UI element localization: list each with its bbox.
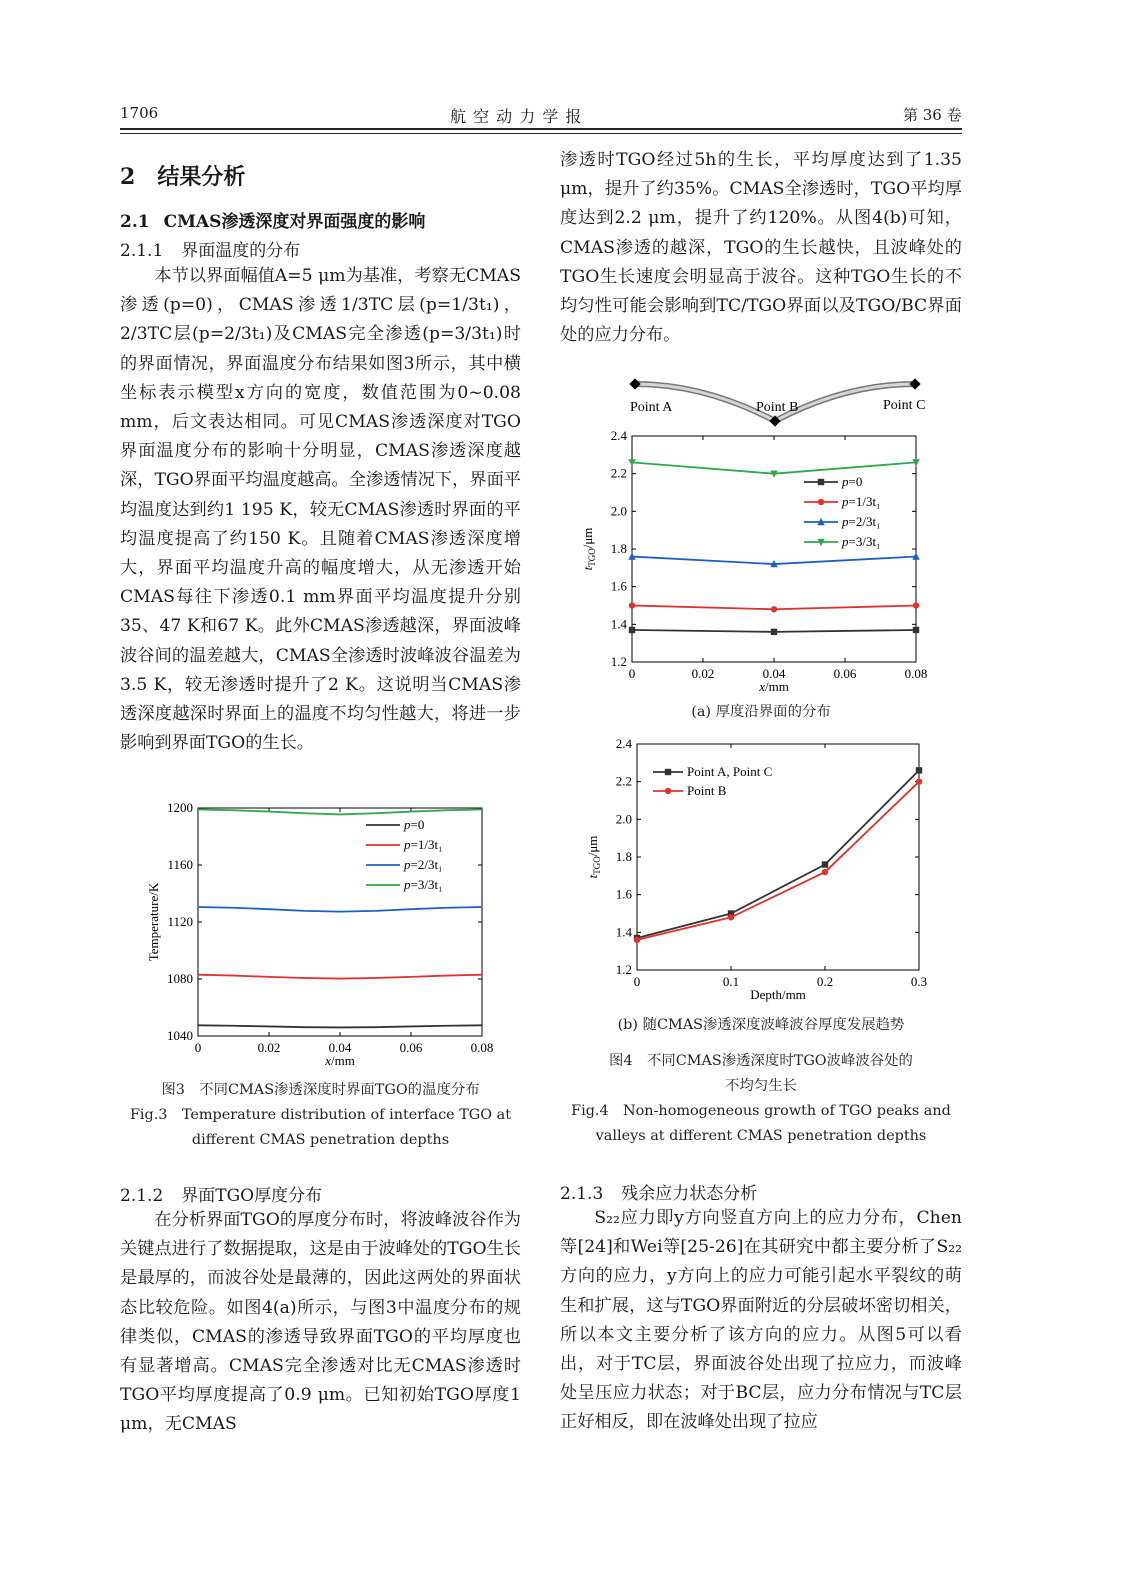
legend-label: p=3/3t₁ [842, 534, 881, 549]
data-point [916, 767, 922, 773]
data-point [771, 629, 777, 635]
fig3-caption [120, 1078, 521, 1153]
fig4a-subcaption: (a) 厚度沿界面的分布 [691, 704, 831, 720]
data-point [822, 861, 828, 867]
x-tick-label: 0 [628, 666, 636, 681]
subsection-heading [120, 207, 425, 232]
left-paragraph-1: 本节以界面幅值A=5 μm为基准，考察无CMAS渗透(p=0)，CMAS渗透1/3TC层(p=1/3t₁)，2/3TC层(p=2/3t₁)及CMAS完全渗透(p=3/3t₁)时的界面情况，界面温度分布结果如图3所示，其中横坐标表示模型x方向的宽度，数值范围为0~0.08 mm，后文表达相同。可见CMAS渗透深度对TGO界面温度分布的影响十分明显，CMAS渗透深度越深，TGO界面平均温度越高。全渗透情况下，界面平均温度达到约1 195 K，较无CMAS渗透时界面的平均温度提高了约150 K。且随着CMAS渗透深度增大，界面平均温度升高的幅度增大，从无渗透开始CMAS每往下渗透0.1 mm界面平均温度提升分别35、47 K和67 K。此外CMAS渗透越深，界面波峰波谷间的温差越大，CMAS全渗透时波峰波谷温差为3.5 K，较无渗透时提升了2 K。这说明当CMAS渗透深度越深时界面上的温度不均匀性越大，将进一步影响到界面TGO的生长。 [120, 266, 521, 754]
y-tick-label: 2.0 [615, 811, 632, 827]
x-tick-label: 0.3 [910, 974, 928, 989]
fig4-caption-en-2: valleys at different CMAS penetration depths [595, 1128, 927, 1144]
x-tick-label: 0.04 [328, 1040, 352, 1055]
data-point [629, 627, 635, 633]
y-axis-label: Temperature/K [146, 882, 161, 962]
y-tick-label: 1.2 [610, 654, 627, 669]
y-tick-label: 1.2 [615, 962, 632, 977]
y-tick-label: 2.4 [615, 736, 632, 751]
fig4b-subcaption: (b) 随CMAS渗透深度波峰波谷厚度发展趋势 [617, 1017, 905, 1033]
section-number: 2 [120, 164, 136, 190]
x-tick-label: 0.04 [762, 666, 786, 681]
series-line [198, 1025, 482, 1027]
y-tick-label: 1.8 [610, 541, 627, 556]
y-tick-label: 2.0 [610, 503, 627, 519]
legend-marker [818, 479, 824, 485]
legend-label: Point B [687, 783, 727, 798]
x-tick-label: 0.08 [904, 666, 928, 681]
fig3-chart [130, 798, 510, 1074]
volume-label: 第 36 卷 [903, 106, 962, 124]
fig4-caption-cn-1: 图4 不同CMAS渗透深度时TGO波峰波谷处的 [609, 1053, 913, 1069]
right-paragraph-1: 渗透时TGO经过5h的生长，平均厚度达到了1.35 μm，提升了约35%。CMAS全渗透时，TGO平均厚度达到2.2 μm，提升了约120%。从图4(b)可知，CMAS渗透的越深，TGO的生长越快，且波峰处的TGO生长速度会明显高于波谷。这种TGO生长的不均匀性可能会影响到TC/TGO界面以及TGO/BC界面处的应力分布。 [560, 150, 962, 346]
legend-marker [665, 769, 671, 775]
x-tick-label: 0.06 [399, 1040, 423, 1055]
fig4b-chart [580, 736, 940, 1012]
legend-marker [818, 499, 824, 505]
legend-marker [665, 788, 671, 794]
series-line [637, 770, 919, 938]
interface-schematic [620, 376, 940, 428]
y-tick-label: 1120 [167, 914, 193, 929]
fig4-caption [560, 1049, 962, 1149]
section-title: 结果分析 [157, 164, 246, 190]
data-point [913, 627, 919, 633]
right-paragraph-2: S₂₂应力即y方向竖直方向上的应力分布，Chen等[24]和Wei等[25-26]在其研究中都主要分析了S₂₂方向的应力，y方向上的应力可能引起水平裂纹的萌生和扩展，这与TGO界面附近的分层破坏密切相关，所以本文主要分析了该方向的应力。从图5可以看出，对于TC层，界面波谷处出现了拉应力，而波峰处呈压应力状态；对于BC层，应力分布情况与TC层正好相反，即在波峰处出现了拉应 [560, 1208, 962, 1433]
y-axis-label: $t_{TGO}/\mu m$ [580, 527, 597, 571]
point-b-label: Point B [756, 400, 799, 415]
section-heading [120, 160, 245, 191]
x-tick-label: 0.2 [816, 974, 834, 989]
fig4-caption-en-1: Fig.4 Non-homogeneous growth of TGO peaks and [571, 1103, 951, 1119]
x-tick-label: 0.1 [722, 974, 740, 989]
legend-label: p=2/3t₁ [404, 857, 443, 872]
fig3-caption-en-2: different CMAS penetration depths [191, 1132, 450, 1148]
series-line [637, 782, 919, 940]
x-tick-label: 0 [194, 1040, 202, 1055]
point-c-marker [909, 378, 920, 389]
y-tick-label: 2.4 [610, 428, 627, 443]
x-tick-label: 0.08 [470, 1040, 494, 1055]
x-tick-label: 0.02 [691, 666, 715, 681]
data-point [822, 869, 828, 875]
subsubsection-heading-213: 2.1.3 残余应力状态分析 [560, 1184, 758, 1204]
legend-label: p=0 [842, 474, 863, 489]
y-tick-label: 1.4 [615, 924, 632, 940]
y-tick-label: 1160 [167, 857, 193, 872]
page-number: 1706 [120, 104, 159, 122]
point-a-label: Point A [630, 400, 673, 415]
data-point [728, 914, 734, 920]
x-tick-label: 0.06 [833, 666, 857, 681]
series-line [198, 975, 482, 979]
y-tick-label: 1080 [167, 971, 193, 986]
legend-label: p=2/3t₁ [842, 514, 881, 529]
y-tick-label: 2.2 [615, 773, 632, 789]
data-point [634, 937, 640, 943]
y-tick-label: 1.8 [615, 849, 632, 864]
y-tick-label: 1040 [167, 1028, 193, 1043]
x-axis-label: x/mm [759, 679, 789, 694]
point-c-label: Point C [883, 398, 926, 413]
legend-label: p=3/3t₁ [404, 877, 443, 892]
y-tick-label: 1200 [167, 800, 193, 815]
plot-frame [637, 744, 919, 970]
y-tick-label: 1.4 [610, 616, 627, 632]
data-point [771, 606, 777, 612]
y-tick-label: 1.6 [615, 886, 632, 902]
header-rule-thin [120, 133, 962, 134]
y-tick-label: 2.2 [610, 465, 627, 481]
x-axis-label: x/mm [325, 1053, 355, 1068]
data-point [913, 602, 919, 608]
left-paragraph-2: 在分析界面TGO的厚度分布时，将波峰波谷作为关键点进行了数据提取，这是由于波峰处的TGO生长是最厚的，而波谷处是最薄的，因此这两处的界面状态比较危险。如图4(a)所示，与图3中温度分布的规律类似，CMAS的渗透导致界面TGO的平均厚度也有显著增高。CMAS完全渗透对比无CMAS渗透时TGO平均厚度提高了0.9 μm。已知初始TGO厚度1 μm，无CMAS [120, 1210, 521, 1435]
fig4-caption-cn-2: 不均匀生长 [725, 1078, 797, 1094]
y-axis-label: $t_{TGO}/\mu m$ [585, 835, 602, 879]
x-tick-label: 0 [633, 974, 641, 989]
subsubsection-heading-212: 2.1.2 界面TGO厚度分布 [120, 1186, 323, 1206]
series-line [198, 907, 482, 912]
fig3-caption-cn: 图3 不同CMAS渗透深度时界面TGO的温度分布 [161, 1082, 480, 1098]
legend-label: Point A, Point C [687, 764, 773, 779]
data-point [916, 778, 922, 784]
legend-label: p=1/3t₁ [404, 837, 443, 852]
fig4a-chart [580, 428, 940, 698]
y-tick-label: 1.6 [610, 578, 627, 594]
data-point [629, 602, 635, 608]
subsection-title: CMAS渗透深度对界面强度的影响 [163, 212, 426, 232]
x-tick-label: 0.02 [257, 1040, 281, 1055]
legend-label: p=1/3t₁ [842, 494, 881, 509]
point-a-marker [629, 378, 640, 389]
x-axis-label: Depth/mm [750, 987, 806, 1002]
legend-label: p=0 [404, 817, 425, 832]
subsection-number: 2.1 [120, 212, 150, 232]
plot-frame [632, 436, 916, 662]
fig3-caption-en-1: Fig.3 Temperature distribution of interface TGO at [129, 1107, 512, 1123]
journal-name: 航 空 动 力 学 报 [450, 107, 583, 126]
header-rule [120, 128, 962, 130]
subsubsection-heading-211: 2.1.1 界面温度的分布 [120, 241, 301, 261]
